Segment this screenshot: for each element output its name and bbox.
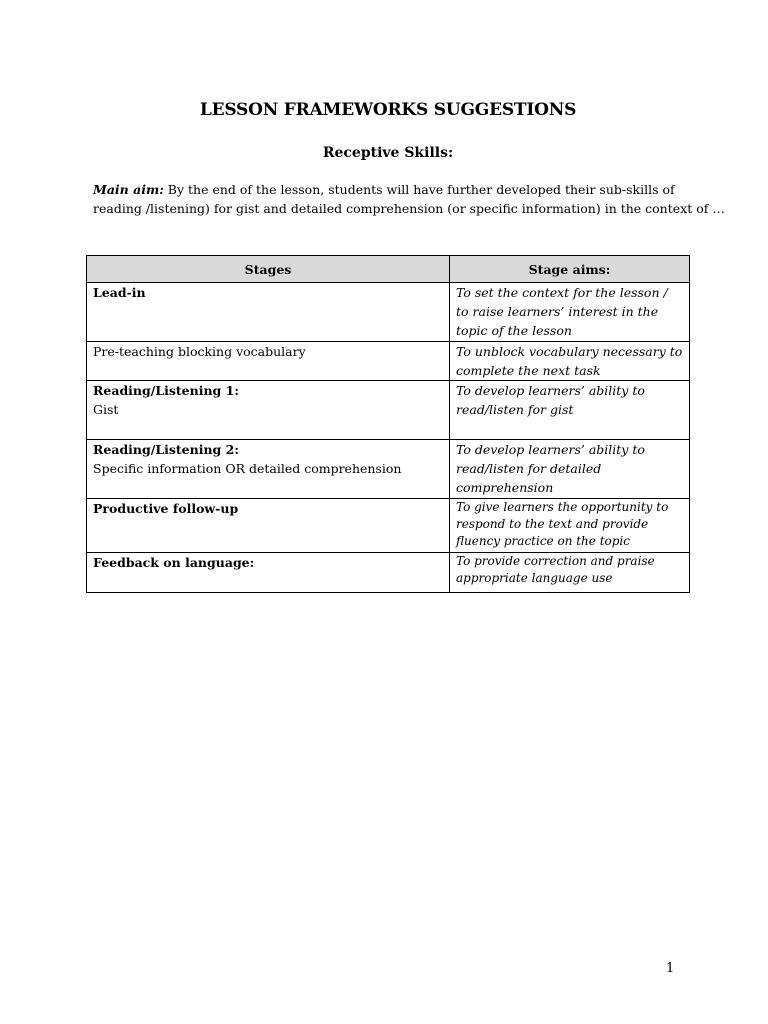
table-row: [87, 283, 690, 342]
page-number: 1: [666, 961, 675, 976]
main-aim-paragraph: [93, 180, 725, 218]
stage-name: Reading/Listening 1:: [93, 383, 239, 398]
stage-cell: [87, 342, 450, 381]
stage-cell: [87, 440, 450, 499]
header-stage-aims: Stage aims:: [450, 256, 690, 283]
stage-detail: Gist: [93, 402, 119, 417]
stage-cell: [87, 553, 450, 593]
stage-detail: Pre-teaching blocking vocabulary: [93, 344, 306, 359]
stage-name: Lead-in: [93, 285, 146, 300]
stage-detail: Specific information OR detailed comprehension: [93, 461, 402, 476]
stage-aim-cell: To develop learners’ ability to read/listen for detailed comprehension: [450, 440, 690, 499]
stage-aim-cell: To provide correction and praise appropriate language use: [450, 553, 690, 593]
stage-aim-cell: To give learners the opportunity to respond to the text and provide fluency practice on the topic: [450, 499, 690, 553]
table-row: [87, 440, 690, 499]
table-row: [87, 381, 690, 440]
table-row: [87, 553, 690, 593]
stage-aim-cell: To develop learners’ ability to read/listen for gist: [450, 381, 690, 440]
section-subtitle: Receptive Skills:: [322, 145, 454, 161]
stage-name: Productive follow-up: [93, 501, 239, 516]
stage-aim-cell: To set the context for the lesson / to raise learners’ interest in the topic of the lesson: [450, 283, 690, 342]
main-aim-text-line2: reading /listening) for gist and detailed comprehension (or specific information) in the context of …: [93, 201, 725, 216]
table-row: [87, 342, 690, 381]
main-aim-text-line1: By the end of the lesson, students will have further developed their sub-skills of: [163, 182, 675, 197]
stage-cell: [87, 283, 450, 342]
stage-name: Reading/Listening 2:: [93, 442, 239, 457]
table-header-row: [87, 256, 690, 283]
header-stages: Stages: [87, 256, 450, 283]
lesson-frameworks-table: [86, 255, 690, 593]
stage-aim-cell: To unblock vocabulary necessary to complete the next task: [450, 342, 690, 381]
table-row: [87, 499, 690, 553]
document-title: LESSON FRAMEWORKS SUGGESTIONS: [199, 100, 577, 120]
stage-cell: [87, 499, 450, 553]
stage-cell: [87, 381, 450, 440]
main-aim-label: Main aim:: [93, 182, 164, 197]
stage-name: Feedback on language:: [93, 555, 255, 570]
